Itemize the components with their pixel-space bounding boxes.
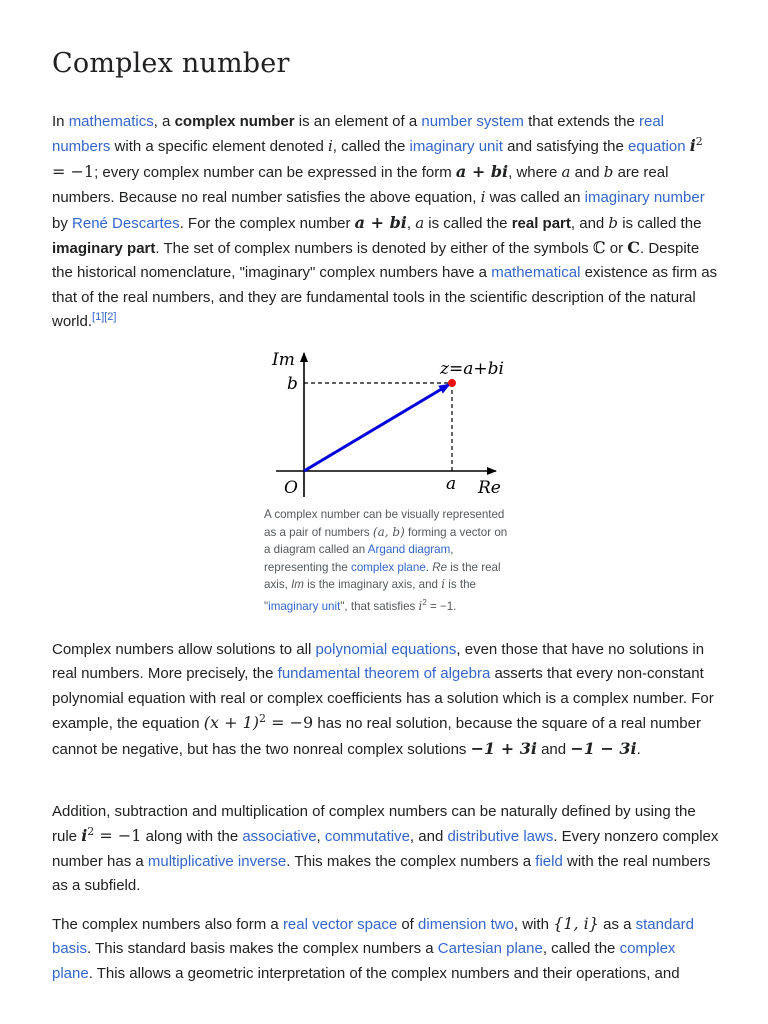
math-equation (203, 712, 314, 733)
point-z (448, 379, 456, 387)
math-b: b (608, 213, 619, 232)
figure-caption (264, 506, 510, 615)
math-i: i (327, 137, 333, 156)
text: , and (409, 828, 448, 846)
link-complex-plane[interactable]: complex plane (52, 940, 676, 982)
label-re: Re (478, 478, 501, 498)
text: . This allows a geometric interpretation of the complex numbers and their operations, and (88, 964, 680, 982)
text: , representing the (264, 543, 454, 574)
link-cartesian-plane[interactable]: Cartesian plane (437, 940, 543, 958)
math-solution-2: −1 − 3i (570, 738, 637, 758)
text: forming a vector on a diagram called an (264, 525, 508, 557)
math-base: i (81, 826, 88, 846)
text: . (636, 740, 641, 758)
text-im: Im (291, 578, 304, 592)
reference-2[interactable]: [2] (104, 311, 117, 324)
math-rest: = −1 (52, 161, 95, 181)
math-a: a (561, 162, 571, 181)
text: , a (153, 113, 175, 130)
math-base: i (689, 136, 696, 156)
link-commutative[interactable]: commutative (324, 828, 410, 846)
vector-arrow (304, 384, 450, 471)
text: and (536, 740, 571, 758)
label-b: b (287, 374, 298, 394)
text: . This standard basis makes the complex numbers a (87, 940, 438, 958)
argand-diagram-figure[interactable] (262, 345, 512, 505)
text: . This makes the complex numbers a (286, 852, 536, 870)
link-argand-diagram[interactable]: Argand diagram (367, 543, 451, 557)
math-exponent: 2 (695, 135, 703, 149)
link-number-system[interactable]: number system (421, 113, 524, 130)
link-imaginary-unit[interactable]: imaginary unit (409, 138, 503, 156)
math-exponent: 2 (259, 712, 267, 726)
text: Complex numbers allow solutions to all (52, 641, 316, 658)
text: , called the (542, 940, 620, 958)
text: . Despite the historical nomenclature, "imaginary" complex numbers have a (52, 240, 700, 282)
text: ", that satisfies (340, 599, 419, 613)
text: was called an (485, 189, 585, 207)
text: and (570, 163, 604, 181)
link-imaginary-number[interactable]: imaginary number (584, 189, 705, 207)
label-im: Im (272, 350, 295, 370)
link-equation[interactable]: equation (627, 138, 686, 156)
label-z: z=a+bi (440, 359, 504, 379)
link-field[interactable]: field (535, 852, 563, 870)
argand-diagram (262, 345, 512, 505)
text: with the real numbers as a subfield. (52, 852, 711, 895)
text: has no real solution, because the square of a real number cannot be negative, but has the two nonreal complex solutions (52, 715, 701, 758)
math-a-plus-bi: a + bi (354, 212, 407, 232)
text: In (52, 113, 69, 130)
text: asserts that every non-constant polynomial equation with real or complex coefficients has a solution which is a complex number. For example, the equation (52, 665, 714, 733)
math-b: b (603, 162, 614, 181)
link-associative[interactable]: associative (242, 828, 317, 846)
link-mathematics[interactable]: mathematics (68, 113, 154, 130)
text: are real numbers. Because no real number satisfies the above equation, (52, 163, 669, 207)
text: is the real axis, (264, 560, 501, 592)
text: A complex number can be visually represented as a pair of numbers (264, 508, 505, 539)
text: of (397, 916, 419, 933)
text-re: Re (432, 560, 448, 574)
text: existence as firm as that of the real numbers, and they are fundamental tools in the scientific description of the natural world. (52, 264, 718, 331)
text: , where (508, 163, 562, 181)
text: is called the (618, 214, 702, 232)
label-a: a (446, 474, 457, 494)
operations-paragraph (52, 800, 720, 899)
text: = −1. (426, 599, 457, 613)
link-real-vector-space[interactable]: real vector space (282, 916, 398, 933)
math-pair: (a, b) (372, 524, 405, 539)
math-i: i (441, 577, 446, 592)
text: by (52, 214, 73, 232)
bold-real-part: real part (511, 214, 571, 232)
link-polynomial-equations[interactable]: polynomial equations (315, 641, 457, 658)
polynomial-paragraph (52, 638, 720, 762)
text: . (425, 560, 433, 574)
text: The complex numbers also form a (52, 916, 283, 933)
text: Addition, subtraction and multiplication of complex numbers can be naturally defined by using the rule (52, 803, 696, 846)
link-distributive-laws[interactable]: distributive laws (447, 828, 554, 846)
text: , called the (332, 138, 410, 156)
link-fundamental-theorem[interactable]: fundamental theorem of algebra (277, 665, 491, 683)
text: , even those that have no solutions in real numbers. More precisely, the (52, 641, 705, 683)
symbol-blackboard-c: ℂ (592, 238, 606, 258)
math-rest: = −9 (266, 713, 314, 733)
text: is called the (424, 214, 512, 232)
link-multiplicative-inverse[interactable]: multiplicative inverse (147, 852, 287, 870)
math-base: (x + 1) (203, 713, 260, 733)
text: . The set of complex numbers is denoted by either of the symbols (155, 240, 593, 258)
text: ; every complex number can be expressed in the form (94, 163, 456, 181)
bold-imaginary-part: imaginary part (52, 240, 156, 258)
text: is the imaginary axis, and (303, 578, 442, 592)
text: or (605, 240, 628, 258)
bold-complex-number: complex number (174, 113, 295, 130)
math-i: i (480, 188, 486, 207)
math-basis: {1, i} (553, 914, 599, 933)
text: , (316, 828, 325, 846)
text: and satisfying the (502, 138, 628, 156)
text: along with the (141, 828, 243, 846)
math-rule (81, 825, 142, 846)
reference-1[interactable]: [1] (92, 311, 105, 324)
symbol-bold-c: C (627, 238, 640, 258)
math-i: i (418, 598, 423, 613)
text: , with (513, 916, 554, 933)
page-title: Complex number (52, 48, 290, 79)
math-exponent: 2 (422, 597, 427, 607)
link-mathematical[interactable]: mathematical (491, 264, 581, 282)
text: that extends the (523, 113, 639, 130)
link-rene-descartes[interactable]: René Descartes (72, 214, 180, 232)
math-rest: = −1 (94, 826, 142, 846)
math-a: a (415, 213, 425, 232)
math-solution-1: −1 + 3i (470, 738, 537, 758)
math-a-plus-bi: a + bi (455, 161, 509, 181)
link-standard-basis[interactable]: standard basis (52, 916, 694, 958)
intro-paragraph (52, 110, 720, 335)
text: is an element of a (294, 113, 422, 130)
math-exponent: 2 (87, 825, 95, 839)
link-complex-plane[interactable]: complex plane (351, 560, 426, 574)
text: is the " (264, 578, 476, 613)
text: . For the complex number (179, 214, 355, 232)
text: with a specific element denoted (110, 138, 328, 156)
text: , and (570, 214, 609, 232)
link-real-numbers[interactable]: real numbers (52, 113, 664, 156)
link-imaginary-unit[interactable]: imaginary unit (268, 599, 341, 613)
vector-space-paragraph (52, 912, 720, 986)
text: , (406, 214, 416, 232)
text: as a (598, 916, 636, 933)
text: . Every nonzero complex number has a (52, 828, 719, 870)
link-dimension-two[interactable]: dimension two (418, 916, 514, 933)
label-origin: O (284, 478, 298, 498)
